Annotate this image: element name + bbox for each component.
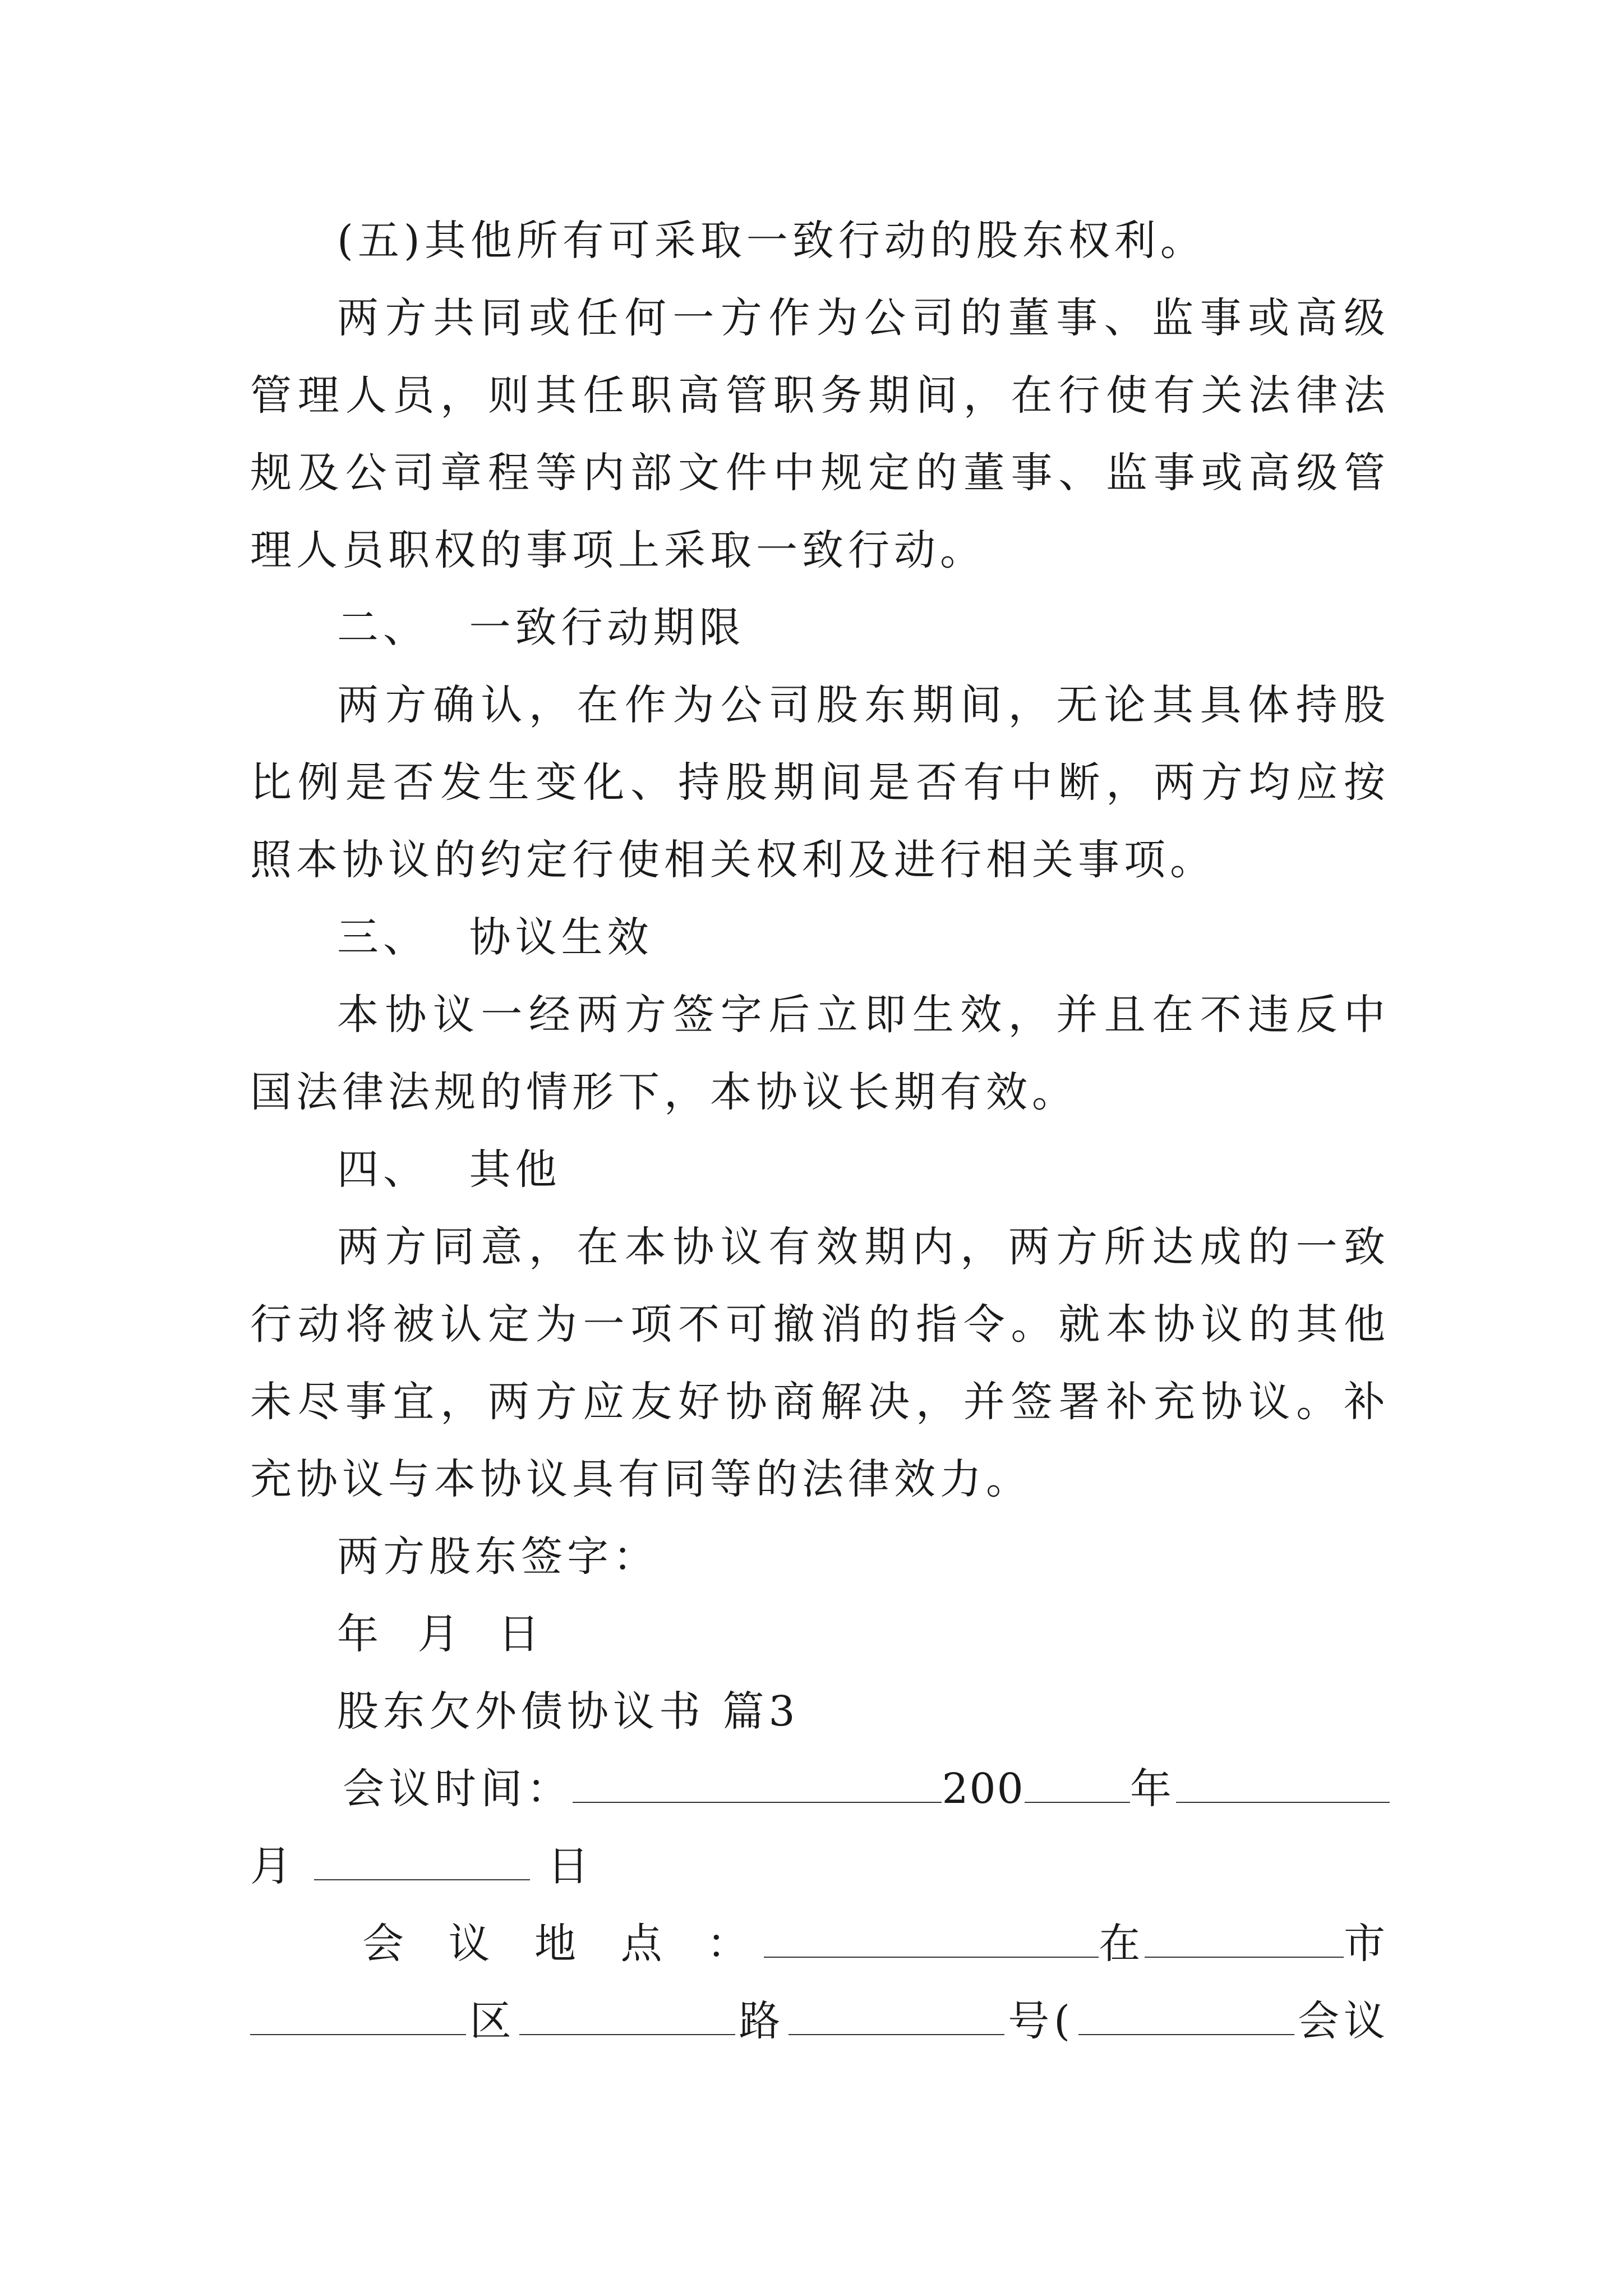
day-unit: 日 bbox=[547, 1842, 594, 1890]
section-heading-term: 二、 一致行动期限 bbox=[337, 604, 745, 652]
location-blank[interactable] bbox=[764, 1923, 1099, 1958]
meeting-location-label: 会 议 地 点 ： bbox=[362, 1920, 764, 1968]
meeting-time-label: 会议时间： bbox=[343, 1765, 573, 1813]
city-unit: 市 bbox=[1344, 1920, 1390, 1968]
paragraph-other: 两方同意，在本协议有效期内，两方所达成的一致行动将被认定为一项不可撤消的指令。就本协议的其他未尽事宜，两方应友好协商解决，并签署补充协议。补充协议与本协议具有同等的法律效力。 bbox=[250, 1223, 1390, 1503]
paragraph-effect: 本协议一经两方签字后立即生效，并且在不违反中国法律法规的情形下，本协议长期有效。 bbox=[250, 991, 1390, 1116]
road-blank[interactable] bbox=[519, 2000, 735, 2035]
meeting-month-day-line bbox=[250, 1828, 1390, 1905]
meeting-time-blank[interactable] bbox=[573, 1768, 942, 1803]
meeting-tail: 会议 bbox=[1297, 1997, 1390, 2045]
year-prefix: 200 bbox=[942, 1765, 1025, 1813]
paragraph-directors-action: 两方共同或任何一方作为公司的董事、监事或高级管理人员，则其任职高管职务期间，在行使有关法律法规及公司章程等内部文件中规定的董事、监事或高级管理人员职权的事项上采取一致行动。 bbox=[250, 294, 1390, 574]
signature-line: 两方股东签字： bbox=[337, 1533, 659, 1581]
section-heading-other: 四、 其他 bbox=[337, 1145, 561, 1194]
paragraph-shareholder-rights: (五)其他所有可采取一致行动的股东权利。 bbox=[337, 217, 1206, 265]
document-body bbox=[250, 202, 1390, 2060]
in-label: 在 bbox=[1099, 1920, 1145, 1968]
district-blank[interactable] bbox=[250, 2000, 466, 2035]
meeting-time-line bbox=[250, 1750, 1390, 1828]
month-blank-1[interactable] bbox=[1176, 1768, 1390, 1803]
month-unit: 月 bbox=[250, 1842, 296, 1890]
venue-blank[interactable] bbox=[1078, 2000, 1294, 2035]
district-unit: 区 bbox=[469, 1997, 516, 2045]
number-blank[interactable] bbox=[789, 2000, 1004, 2035]
year-unit: 年 bbox=[1129, 1765, 1176, 1813]
meeting-location-line bbox=[250, 1905, 1390, 1982]
date-line: 年 月 日 bbox=[337, 1610, 545, 1658]
section-heading-effect: 三、 协议生效 bbox=[337, 913, 653, 961]
agreement-title: 股东欠外债协议书 篇3 bbox=[337, 1687, 800, 1736]
year-blank[interactable] bbox=[1025, 1768, 1130, 1803]
road-unit: 路 bbox=[739, 1997, 785, 2045]
meeting-address-line bbox=[250, 1982, 1390, 2060]
number-unit: 号( bbox=[1008, 1997, 1075, 2045]
city-blank[interactable] bbox=[1145, 1923, 1344, 1958]
day-blank[interactable] bbox=[314, 1846, 530, 1880]
paragraph-term: 两方确认，在作为公司股东期间，无论其具体持股比例是否发生变化、持股期间是否有中断，两方均应按照本协议的约定行使相关权利及进行相关事项。 bbox=[250, 681, 1390, 884]
